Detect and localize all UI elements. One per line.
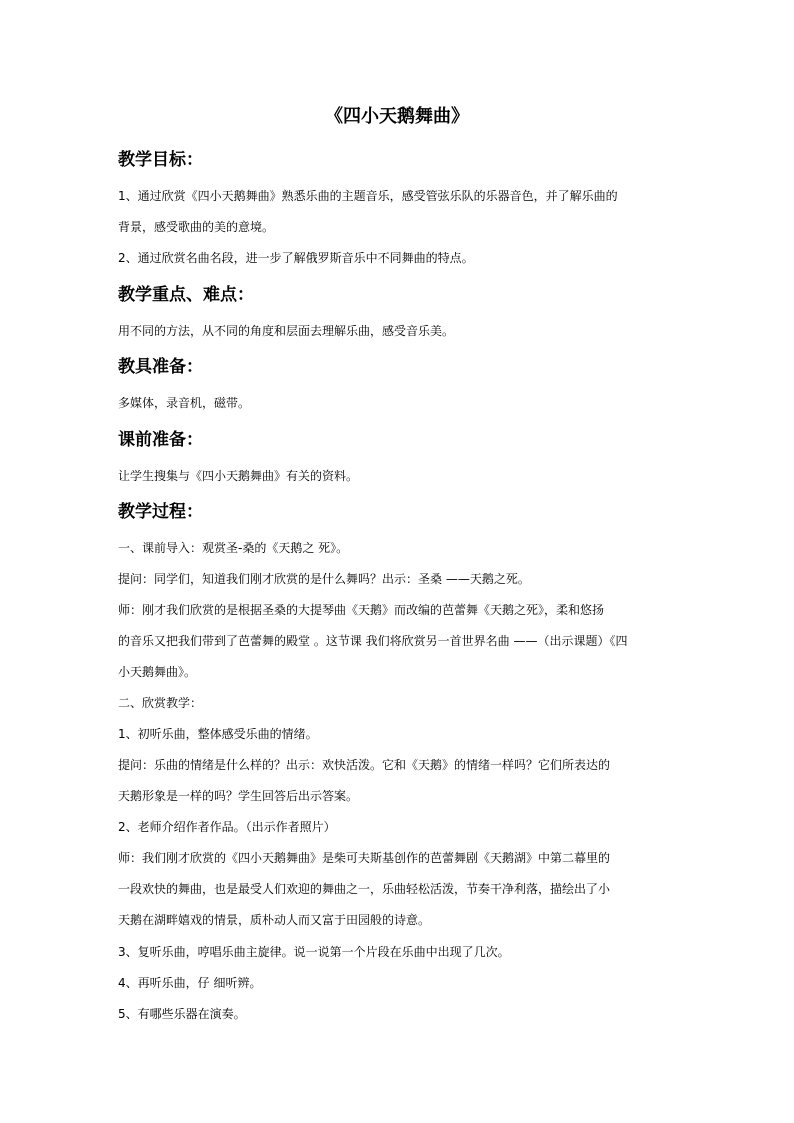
heading-teaching-aids: 教具准备： [118,357,203,377]
paragraph-line: 4、再听乐曲，仔 细听辨。 [118,976,262,990]
paragraph-line: 天鹅形象是一样的吗？学生回答后出示答案。 [118,789,359,803]
paragraph-line: 1、通过欣赏《四小天鹅舞曲》熟悉乐曲的主题音乐，感受管弦乐队的乐器音色，并了解乐曲的 [118,189,618,203]
heading-pre-class-prep: 课前准备： [118,430,203,450]
paragraph-line: 的音乐又把我们带到了芭蕾舞的殿堂 。这节课 我们将欣赏另一首世界名曲 ——（出示课题）《四 [118,634,628,648]
paragraph-line: 用不同的方法，从不同的角度和层面去理解乐曲，感受音乐美。 [118,324,455,338]
document-title: 《四小天鹅舞曲》 [325,106,469,127]
paragraph-line: 二、欣赏教学： [118,696,203,710]
paragraph-line: 2、老师介绍作者作品。（出示作者照片） [118,820,336,834]
paragraph-line: 提问：同学们，知道我们刚才欣赏的是什么舞吗？出示：圣桑 ——天鹅之死。 [118,572,530,586]
paragraph-line: 让学生搜集与《四小天鹅舞曲》有关的资料。 [118,469,359,483]
paragraph-line: 师：刚才我们欣赏的是根据圣桑的大提琴曲《天鹅》而改编的芭蕾舞《天鹅之死》，柔和悠扬 [118,603,605,617]
paragraph-line: 2、通过欣赏名曲名段，进一步了解俄罗斯音乐中不同舞曲的特点。 [118,251,474,265]
paragraph-line: 1、初听乐曲，整体感受乐曲的情绪。 [118,727,318,741]
heading-key-points: 教学重点、难点： [118,285,254,305]
paragraph-line: 一段欢快的舞曲，也是最受人们欢迎的舞曲之一，乐曲轻松活泼，节奏干净利落，描绘出了小 [118,882,611,896]
paragraph-line: 一、课前导入：观赏圣-桑的《天鹅之 死》。 [118,541,349,555]
paragraph-line: 多媒体，录音机，磁带。 [118,396,251,410]
heading-teaching-process: 教学过程： [118,502,203,522]
paragraph-line: 5、有哪些乐器在演奏。 [118,1007,246,1021]
paragraph-line: 背景，感受歌曲的美的意境。 [118,220,275,234]
heading-teaching-goals: 教学目标： [118,150,203,170]
paragraph-line: 师：我们刚才欣赏的《四小天鹅舞曲》是柴可夫斯基创作的芭蕾舞剧《天鹅湖》中第二幕里的 [118,851,611,865]
paragraph-line: 提问：乐曲的情绪是什么样的？出示：欢快活泼。它和《天鹅》的情绪一样吗？它们所表达的 [118,758,611,772]
paragraph-line: 天鹅在湖畔嬉戏的情景，质朴动人而又富于田园般的诗意。 [118,913,431,927]
paragraph-line: 小天鹅舞曲》。 [118,665,197,679]
paragraph-line: 3、复听乐曲，哼唱乐曲主旋律。说一说第一个片段在乐曲中出现了几次。 [118,945,510,959]
